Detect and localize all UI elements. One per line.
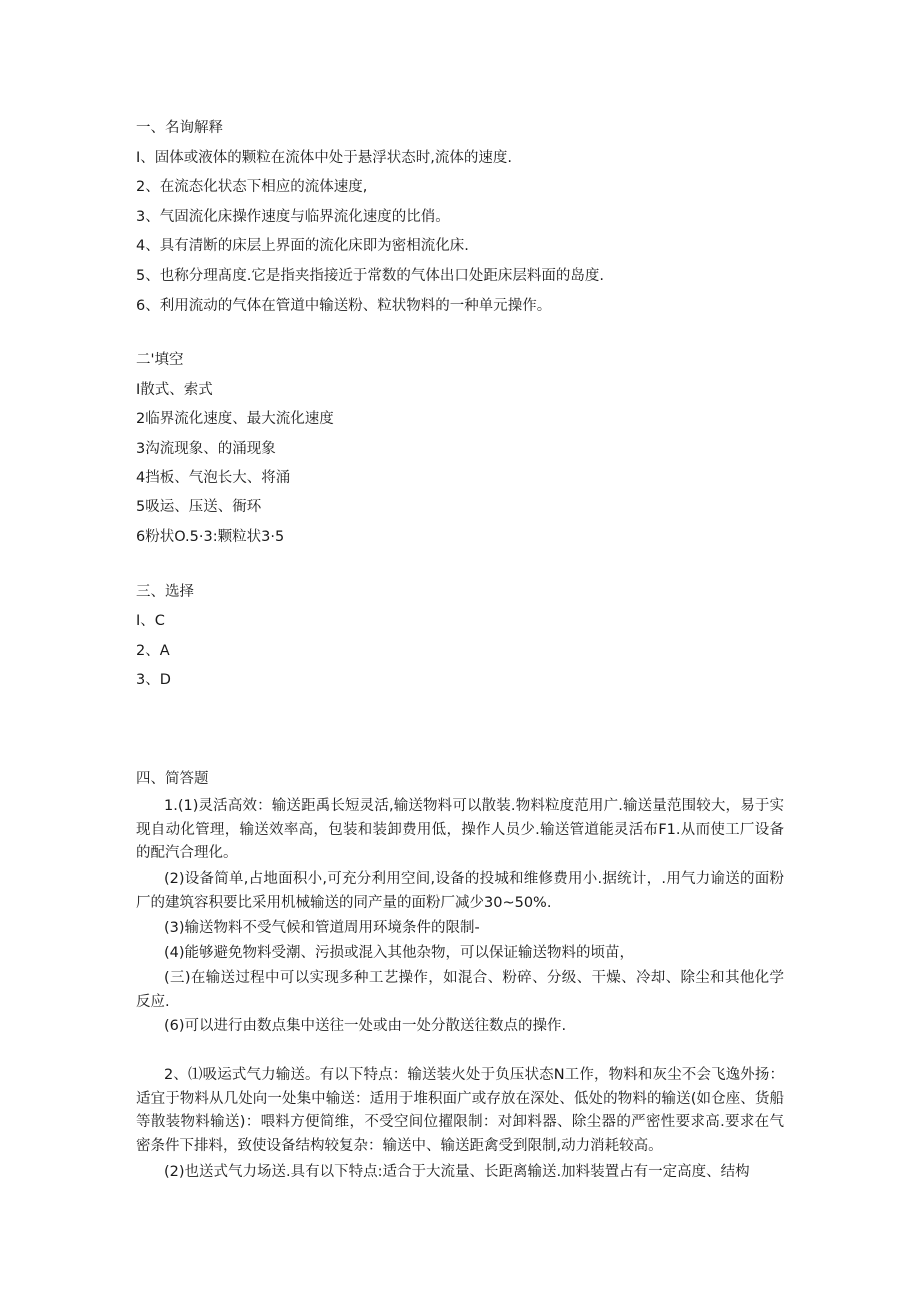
choice-item-3: 3、D — [136, 672, 171, 688]
section-title-short-answer: 四、简答题 — [136, 771, 209, 787]
fill-blank-item-5: 5吸运、压送、衙环 — [136, 499, 262, 515]
answer-paragraph: (2)也送式气力场送.具有以下特点:适合于大流量、长距离输送.加料装置占有一定高度、结构 — [164, 1164, 750, 1180]
definition-item-6: 6、利用流动的气体在管道中输送粉、粒状物料的一种单元操作。 — [136, 298, 552, 314]
answer-paragraph: (三)在输送过程中可以实现多种工艺操作，如混合、粉碎、分级、干燥、冷却、除尘和其他化学反应. — [136, 970, 784, 1010]
fill-blank-item-6: 6粉状O.5·3:颗粒状3·5 — [136, 529, 285, 545]
choice-item-1: I、C — [136, 613, 165, 629]
fill-blank-item-1: I散式、索式 — [136, 382, 213, 398]
fill-blank-item-4: 4挡板、气泡长大、将涌 — [136, 470, 291, 486]
answer-paragraph: (2)设备简单,占地面积小,可充分利用空间,设备的投城和维修费用小.据统计，.用气力谕送的面粉厂的建筑容积要比采用机械输送的同产量的面粉厂减少30~50%. — [136, 871, 784, 911]
definition-item-3: 3、气固流化床操作速度与临界流化速度的比俏。 — [136, 209, 450, 225]
choice-item-2: 2、A — [136, 643, 170, 659]
section-title-fill-blank: 二'填空 — [136, 352, 184, 368]
answer-paragraph: (4)能够避免物料受潮、污损或混入其他杂物，可以保证输送物料的顷苗， — [164, 945, 635, 961]
answer-paragraph: (6)可以进行由数点集中送往一处或由一处分散送往数点的操作. — [164, 1018, 567, 1034]
section-title-choice: 三、选择 — [136, 584, 194, 600]
definition-item-5: 5、也称分理髙度.它是指夹指接近于常数的气体出口处距床层料面的岛度. — [136, 268, 604, 284]
fill-blank-item-2: 2临界流化速度、最大流化速度 — [136, 411, 334, 427]
answer-paragraph: 1.(1)灵活高效：输送距禹长短灵活,输送物料可以散装.物料粒度范用广.输送量范围较大，易于实现自动化管理，输送效率高，包装和装卸费用低，操作人员少.输送管道能灵活布F1.从而使工厂设备的配汽合理化。 — [136, 798, 784, 861]
definition-item-4: 4、具有清断的床层上界面的流化床即为密相流化床. — [136, 238, 469, 254]
section-title-definitions: 一、名询解释 — [136, 120, 223, 136]
fill-blank-item-3: 3沟流现象、的涌现象 — [136, 441, 276, 457]
answer-paragraph: 2、⑴吸运式气力输送。有以下特点：输送装火处于负压状态N工作，物料和灰尘不会飞逸外扬：适宜于物料从几处向一处集中输送：适用于堆积面广或存放在深处、低处的物料的输送(如仓座、货船等散装物料输送)：喂料方便简维，不受空间位擢限制：对卸料器、除尘器的严密性要求高.要求在气密条件下排料，致使设备结构较复杂：输送中、输送距禽受到限制,动力消耗较高。 — [136, 1067, 784, 1154]
answer-paragraph: (3)输送物料不受气候和管道周用环境条件的限制- — [164, 920, 480, 936]
definition-item-2: 2、在流态化状态下相应的流体速度, — [136, 179, 368, 195]
definition-item-1: I、固体或液体的颗粒在流体中处于悬浮状态时,流体的速度. — [136, 150, 512, 166]
